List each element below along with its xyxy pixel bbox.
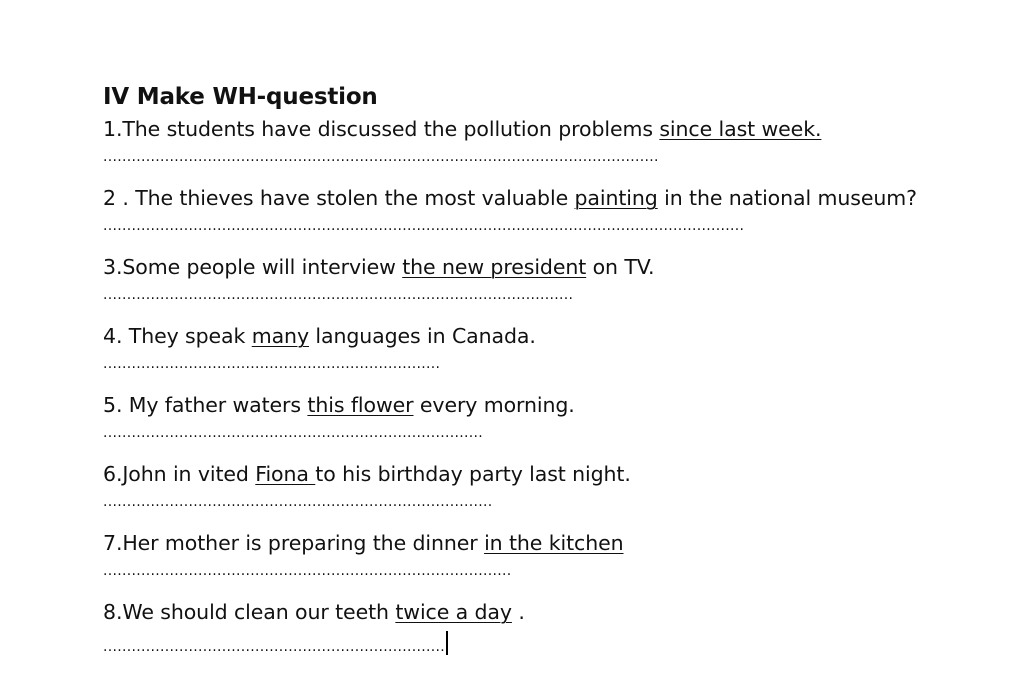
underlined-phrase: since last week. [659,117,822,141]
section-heading: IV Make WH-question [103,84,378,110]
question-7: 7.Her mother is preparing the dinner in the kitchen [103,531,624,555]
question-4: 4. They speak many languages in Canada. [103,324,536,348]
answer-line-4[interactable]: ....................................................................... [103,356,441,372]
text-cursor [446,631,448,655]
question-6: 6.John in vited Fiona to his birthday party last night. [103,462,631,486]
question-3: 3.Some people will interview the new president on TV. [103,255,655,279]
underlined-phrase: many [251,324,309,348]
answer-line-5[interactable]: ................................................................................ [103,425,484,441]
underlined-phrase: in the kitchen [484,531,624,555]
answer-line-8[interactable]: ........................................................................ [103,631,983,668]
question-2: 2 . The thieves have stolen the most valuable painting in the national museum? [103,186,917,210]
document-page[interactable] [103,82,983,668]
answer-line-6[interactable]: .................................................................................. [103,494,493,510]
question-8: 8.We should clean our teeth twice a day . [103,600,525,624]
question-1: 1.The students have discussed the pollution problems since last week. [103,117,822,141]
underlined-phrase: the new president [402,255,587,279]
answer-line-7[interactable]: ...................................................................................... [103,563,512,579]
underlined-phrase: painting [574,186,658,210]
answer-line-1[interactable]: ..................................................................................................................... [103,149,659,165]
underlined-phrase: Fiona [255,462,316,486]
underlined-phrase: this flower [307,393,414,417]
answer-line-2[interactable]: ....................................................................................................................................... [103,218,745,234]
underlined-phrase: twice a day [395,600,512,624]
answer-line-3[interactable]: ................................................................................................... [103,287,574,303]
question-5: 5. My father waters this flower every morning. [103,393,575,417]
